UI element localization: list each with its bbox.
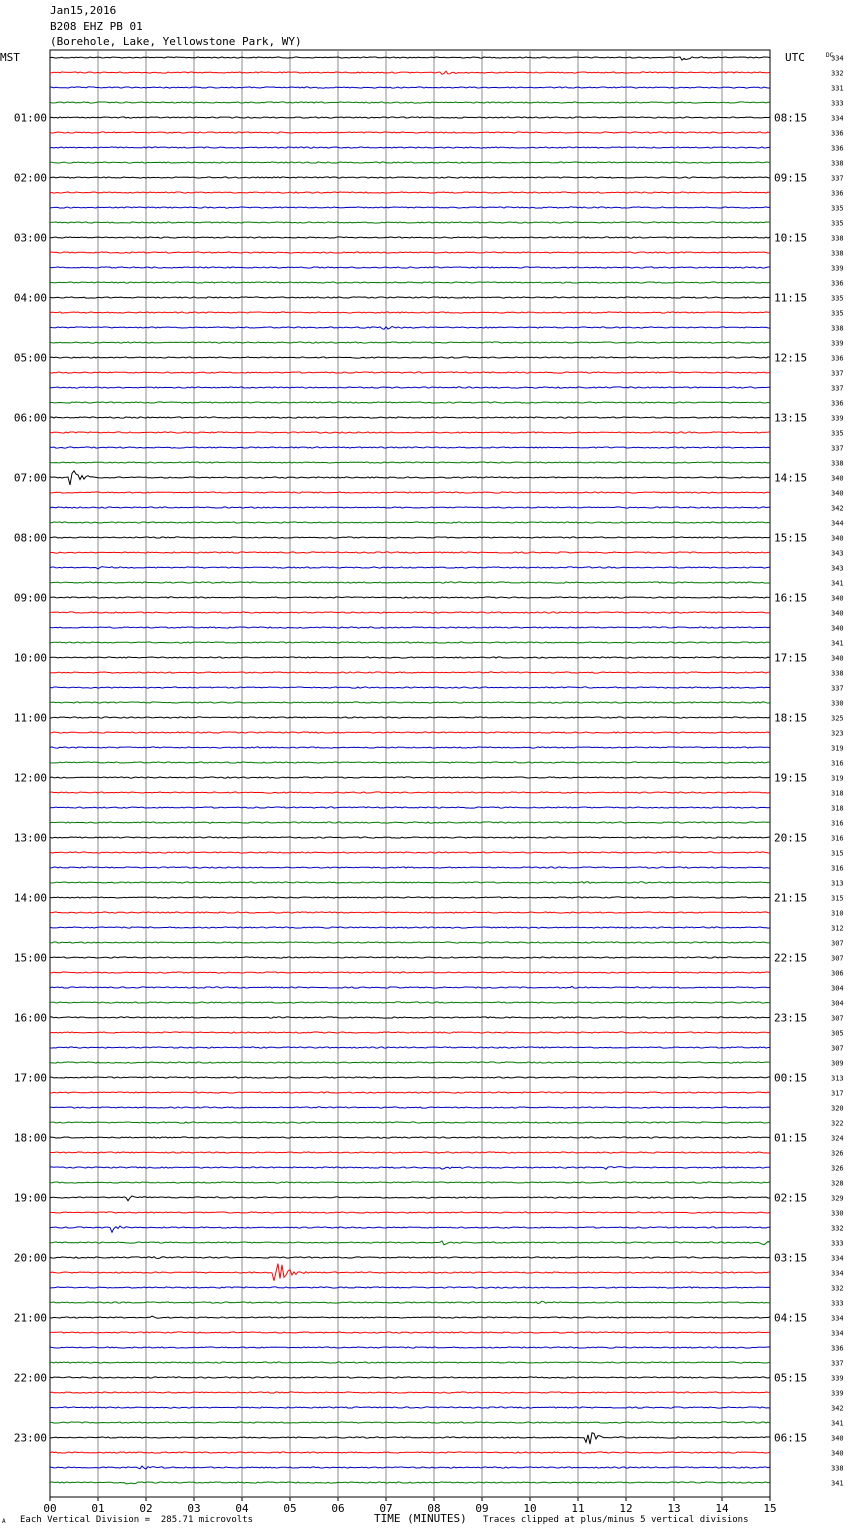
trace-line bbox=[50, 1347, 770, 1348]
trace-line bbox=[50, 627, 770, 628]
right-time-label: 09:15 bbox=[774, 171, 808, 185]
trace-line bbox=[50, 1107, 770, 1108]
trace-line bbox=[50, 882, 770, 884]
dc-offset-label: 328 bbox=[831, 1179, 844, 1188]
dc-offset-label: 336 bbox=[831, 279, 844, 288]
footer-clip: Traces clipped at plus/minus 5 vertical divisions bbox=[483, 1515, 749, 1525]
dc-offset-label: 304 bbox=[831, 984, 844, 993]
dc-offset-label: 336 bbox=[831, 189, 844, 198]
dc-offset-label: 315 bbox=[831, 849, 844, 858]
dc-offset-label: 332 bbox=[831, 1224, 844, 1233]
trace-line bbox=[50, 162, 770, 163]
right-time-label: 08:15 bbox=[774, 111, 808, 125]
x-tick-label: 01 bbox=[91, 1502, 105, 1515]
trace-line bbox=[50, 87, 770, 88]
dc-offset-label: 340 bbox=[831, 654, 844, 663]
dc-offset-label: 320 bbox=[831, 1104, 844, 1113]
trace-line bbox=[50, 702, 770, 703]
trace-line bbox=[50, 1017, 770, 1018]
dc-offset-label: 340 bbox=[831, 1449, 844, 1458]
x-tick-label: 02 bbox=[139, 1502, 153, 1515]
trace-line bbox=[50, 957, 770, 958]
right-time-label: 19:15 bbox=[774, 771, 808, 785]
trace-line bbox=[50, 282, 770, 283]
trace-line bbox=[50, 642, 770, 643]
dc-offset-label: 343 bbox=[831, 564, 844, 573]
header-date: Jan15,2016 bbox=[50, 4, 117, 17]
dc-offset-label: 340 bbox=[831, 624, 844, 633]
dc-offset-label: 323 bbox=[831, 729, 844, 738]
dc-offset-label: 338 bbox=[831, 459, 844, 468]
dc-offset-label: 307 bbox=[831, 1014, 844, 1023]
trace-line bbox=[50, 1226, 770, 1232]
left-time-label: 23:00 bbox=[13, 1431, 47, 1445]
dc-offset-label: 319 bbox=[831, 774, 844, 783]
dc-offset-label: 339 bbox=[831, 339, 844, 348]
trace-line bbox=[50, 822, 770, 824]
dc-offset-label: 332 bbox=[831, 69, 844, 78]
trace-line bbox=[50, 1062, 770, 1063]
dc-offset-label: 334 bbox=[831, 1269, 844, 1278]
trace-line bbox=[50, 1407, 770, 1408]
dc-offset-label: 338 bbox=[831, 1464, 844, 1473]
trace-line bbox=[50, 612, 770, 613]
dc-offset-label: 334 bbox=[831, 54, 844, 63]
dc-offset-label: 335 bbox=[831, 309, 844, 318]
trace-line bbox=[50, 672, 770, 673]
trace-line bbox=[50, 1002, 770, 1003]
trace-line bbox=[50, 1047, 770, 1048]
x-tick-label: 07 bbox=[379, 1502, 393, 1515]
trace-line bbox=[50, 1167, 770, 1170]
trace-line bbox=[50, 432, 770, 433]
left-time-label: 12:00 bbox=[13, 771, 47, 785]
trace-line bbox=[50, 777, 770, 778]
trace-line bbox=[50, 312, 770, 313]
trace-line bbox=[50, 252, 770, 253]
trace-line bbox=[50, 1433, 770, 1444]
trace-line bbox=[50, 1482, 770, 1484]
trace-line bbox=[50, 267, 770, 268]
trace-line bbox=[50, 297, 770, 298]
left-time-label: 09:00 bbox=[13, 591, 47, 605]
right-time-label: 18:15 bbox=[774, 711, 808, 725]
dc-offset-label: 336 bbox=[831, 399, 844, 408]
dc-offset-label: 322 bbox=[831, 1119, 844, 1128]
left-time-label: 01:00 bbox=[13, 111, 47, 125]
dc-offset-label: 338 bbox=[831, 249, 844, 258]
trace-line bbox=[50, 1377, 770, 1378]
dc-offset-label: 340 bbox=[831, 489, 844, 498]
dc-offset-label: 324 bbox=[831, 1134, 844, 1143]
trace-line bbox=[50, 1466, 770, 1469]
dc-label: DC bbox=[826, 52, 834, 59]
left-time-label: 19:00 bbox=[13, 1191, 47, 1205]
trace-line bbox=[50, 1092, 770, 1093]
trace-line bbox=[50, 237, 770, 238]
dc-offset-label: 316 bbox=[831, 759, 844, 768]
trace-line bbox=[50, 102, 770, 103]
dc-offset-label: 341 bbox=[831, 639, 844, 648]
dc-offset-label: 333 bbox=[831, 99, 844, 108]
trace-line bbox=[50, 147, 770, 148]
left-time-label: 20:00 bbox=[13, 1251, 47, 1265]
trace-line bbox=[50, 1122, 770, 1123]
right-time-label: 12:15 bbox=[774, 351, 808, 365]
dc-offset-label: 336 bbox=[831, 1344, 844, 1353]
trace-line bbox=[50, 792, 770, 793]
trace-line bbox=[50, 1032, 770, 1033]
x-tick-label: 15 bbox=[763, 1502, 777, 1515]
dc-offset-label: 334 bbox=[831, 1329, 844, 1338]
dc-offset-label: 333 bbox=[831, 1299, 844, 1308]
right-time-label: 03:15 bbox=[774, 1251, 808, 1265]
trace-line bbox=[50, 71, 770, 74]
trace-line bbox=[50, 1212, 770, 1213]
left-time-label: 16:00 bbox=[13, 1011, 47, 1025]
dc-offset-label: 335 bbox=[831, 204, 844, 213]
dc-offset-label: 341 bbox=[831, 1419, 844, 1428]
left-time-label: 08:00 bbox=[13, 531, 47, 545]
trace-line bbox=[50, 852, 770, 853]
trace-line bbox=[50, 1257, 770, 1259]
dc-offset-label: 319 bbox=[831, 744, 844, 753]
dc-offset-label: 337 bbox=[831, 174, 844, 183]
dc-offset-label: 330 bbox=[831, 699, 844, 708]
trace-line bbox=[50, 687, 770, 688]
dc-offset-label: 335 bbox=[831, 219, 844, 228]
x-tick-label: 03 bbox=[187, 1502, 201, 1515]
trace-line bbox=[50, 492, 770, 493]
footer-scale: Each Vertical Division = 285.71 microvolts bbox=[20, 1515, 253, 1525]
trace-line bbox=[50, 1264, 770, 1281]
right-time-label: 06:15 bbox=[774, 1431, 808, 1445]
right-time-label: 17:15 bbox=[774, 651, 808, 665]
left-time-label: 03:00 bbox=[13, 231, 47, 245]
dc-offset-label: 339 bbox=[831, 1389, 844, 1398]
dc-offset-label: 336 bbox=[831, 129, 844, 138]
dc-offset-label: 337 bbox=[831, 444, 844, 453]
dc-offset-label: 310 bbox=[831, 909, 844, 918]
trace-line bbox=[50, 762, 770, 763]
trace-line bbox=[50, 1182, 770, 1183]
right-time-label: 15:15 bbox=[774, 531, 808, 545]
dc-offset-label: 339 bbox=[831, 1374, 844, 1383]
dc-offset-label: 340 bbox=[831, 474, 844, 483]
dc-offset-label: 338 bbox=[831, 669, 844, 678]
trace-line bbox=[50, 567, 770, 569]
dc-offset-label: 309 bbox=[831, 1059, 844, 1068]
trace-line bbox=[50, 1301, 770, 1304]
dc-offset-label: 313 bbox=[831, 1074, 844, 1083]
dc-offset-label: 312 bbox=[831, 924, 844, 933]
right-time-label: 21:15 bbox=[774, 891, 808, 905]
right-time-label: 04:15 bbox=[774, 1311, 808, 1325]
x-tick-label: 08 bbox=[427, 1502, 441, 1515]
trace-line bbox=[50, 117, 770, 118]
trace-line bbox=[50, 1332, 770, 1333]
dc-offset-label: 326 bbox=[831, 1164, 844, 1173]
right-time-label: 13:15 bbox=[774, 411, 808, 425]
left-time-label: 07:00 bbox=[13, 471, 47, 485]
trace-line bbox=[50, 1196, 770, 1201]
trace-line bbox=[50, 942, 770, 943]
right-time-label: 22:15 bbox=[774, 951, 808, 965]
trace-line bbox=[50, 1422, 770, 1423]
dc-offset-label: 340 bbox=[831, 1434, 844, 1443]
dc-offset-label: 318 bbox=[831, 789, 844, 798]
dc-offset-label: 337 bbox=[831, 369, 844, 378]
right-time-label: 01:15 bbox=[774, 1131, 808, 1145]
trace-line bbox=[50, 522, 770, 523]
trace-line bbox=[50, 1452, 770, 1453]
header-station: B208 EHZ PB 01 bbox=[50, 20, 143, 33]
trace-line bbox=[50, 537, 770, 538]
trace-line bbox=[50, 972, 770, 973]
left-time-label: 02:00 bbox=[13, 171, 47, 185]
trace-line bbox=[50, 417, 770, 418]
dc-offset-label: 337 bbox=[831, 1359, 844, 1368]
dc-offset-label: 335 bbox=[831, 429, 844, 438]
trace-line bbox=[50, 507, 770, 508]
dc-offset-label: 334 bbox=[831, 114, 844, 123]
dc-offset-label: 317 bbox=[831, 1089, 844, 1098]
dc-offset-label: 329 bbox=[831, 1194, 844, 1203]
x-tick-label: 05 bbox=[283, 1502, 297, 1515]
trace-line bbox=[50, 447, 770, 448]
right-time-label: 20:15 bbox=[774, 831, 808, 845]
dc-offset-label: 340 bbox=[831, 609, 844, 618]
trace-line bbox=[50, 986, 770, 988]
trace-line bbox=[50, 732, 770, 733]
x-tick-label: 11 bbox=[571, 1502, 585, 1515]
dc-offset-label: 307 bbox=[831, 1044, 844, 1053]
dc-offset-label: 305 bbox=[831, 1029, 844, 1038]
right-time-label: 14:15 bbox=[774, 471, 808, 485]
trace-line bbox=[50, 222, 770, 223]
left-time-label: 22:00 bbox=[13, 1371, 47, 1385]
trace-line bbox=[50, 372, 770, 373]
right-time-label: 02:15 bbox=[774, 1191, 808, 1205]
footer-mark: A bbox=[2, 1518, 6, 1525]
left-time-label: 14:00 bbox=[13, 891, 47, 905]
dc-offset-label: 307 bbox=[831, 939, 844, 948]
x-tick-label: 14 bbox=[715, 1502, 729, 1515]
trace-line bbox=[50, 177, 770, 178]
trace-line bbox=[50, 207, 770, 208]
dc-offset-label: 333 bbox=[831, 1239, 844, 1248]
dc-offset-label: 326 bbox=[831, 1149, 844, 1158]
trace-line bbox=[50, 1137, 770, 1138]
dc-offset-label: 339 bbox=[831, 264, 844, 273]
dc-offset-label: 335 bbox=[831, 294, 844, 303]
trace-line bbox=[50, 1316, 770, 1318]
trace-line bbox=[50, 471, 770, 485]
dc-offset-label: 338 bbox=[831, 159, 844, 168]
trace-line bbox=[50, 1392, 770, 1393]
trace-line bbox=[50, 1287, 770, 1288]
x-tick-label: 09 bbox=[475, 1502, 489, 1515]
right-time-label: 10:15 bbox=[774, 231, 808, 245]
left-time-label: 06:00 bbox=[13, 411, 47, 425]
x-tick-label: 06 bbox=[331, 1502, 345, 1515]
dc-offset-label: 336 bbox=[831, 354, 844, 363]
dc-offset-label: 341 bbox=[831, 1479, 844, 1488]
dc-offset-label: 330 bbox=[831, 1209, 844, 1218]
trace-line bbox=[50, 867, 770, 868]
dc-offset-label: 342 bbox=[831, 1404, 844, 1413]
left-timezone-label: MST bbox=[0, 51, 20, 64]
left-time-label: 17:00 bbox=[13, 1071, 47, 1085]
trace-line bbox=[50, 552, 770, 553]
trace-line bbox=[50, 57, 770, 60]
dc-offset-label: 334 bbox=[831, 1314, 844, 1323]
x-tick-label: 04 bbox=[235, 1502, 249, 1515]
trace-line bbox=[50, 657, 770, 658]
dc-offset-label: 334 bbox=[831, 1254, 844, 1263]
dc-offset-label: 332 bbox=[831, 1284, 844, 1293]
x-tick-label: 10 bbox=[523, 1502, 537, 1515]
dc-offset-label: 304 bbox=[831, 999, 844, 1008]
dc-offset-label: 315 bbox=[831, 894, 844, 903]
x-tick-label: 13 bbox=[667, 1502, 681, 1515]
dc-offset-label: 307 bbox=[831, 954, 844, 963]
trace-line bbox=[50, 747, 770, 748]
left-time-label: 13:00 bbox=[13, 831, 47, 845]
trace-line bbox=[50, 582, 770, 583]
right-time-label: 05:15 bbox=[774, 1371, 808, 1385]
left-time-label: 04:00 bbox=[13, 291, 47, 305]
dc-offset-label: 316 bbox=[831, 864, 844, 873]
header-location: (Borehole, Lake, Yellowstone Park, WY) bbox=[50, 35, 302, 48]
dc-offset-label: 340 bbox=[831, 534, 844, 543]
right-timezone-label: UTC bbox=[785, 51, 805, 64]
dc-offset-label: 339 bbox=[831, 414, 844, 423]
trace-line bbox=[50, 462, 770, 463]
dc-offset-label: 340 bbox=[831, 594, 844, 603]
left-time-label: 15:00 bbox=[13, 951, 47, 965]
dc-offset-label: 337 bbox=[831, 684, 844, 693]
x-axis-title: TIME (MINUTES) bbox=[374, 1512, 467, 1525]
left-time-label: 18:00 bbox=[13, 1131, 47, 1145]
right-time-label: 00:15 bbox=[774, 1071, 808, 1085]
trace-line bbox=[50, 387, 770, 388]
trace-line bbox=[50, 1241, 770, 1245]
trace-line bbox=[50, 912, 770, 913]
dc-offset-label: 313 bbox=[831, 879, 844, 888]
dc-offset-label: 341 bbox=[831, 579, 844, 588]
dc-offset-label: 337 bbox=[831, 384, 844, 393]
trace-line bbox=[50, 1362, 770, 1363]
trace-line bbox=[50, 326, 770, 329]
right-time-label: 16:15 bbox=[774, 591, 808, 605]
trace-line bbox=[50, 192, 770, 193]
dc-offset-label: 325 bbox=[831, 714, 844, 723]
dc-offset-label: 318 bbox=[831, 804, 844, 813]
trace-line bbox=[50, 1152, 770, 1153]
dc-offset-label: 338 bbox=[831, 324, 844, 333]
dc-offset-label: 342 bbox=[831, 504, 844, 513]
dc-offset-label: 316 bbox=[831, 819, 844, 828]
trace-line bbox=[50, 597, 770, 598]
trace-line bbox=[50, 342, 770, 343]
left-time-label: 11:00 bbox=[13, 711, 47, 725]
trace-line bbox=[50, 402, 770, 403]
dc-offset-label: 336 bbox=[831, 144, 844, 153]
trace-line bbox=[50, 807, 770, 808]
left-time-label: 10:00 bbox=[13, 651, 47, 665]
trace-line bbox=[50, 897, 770, 898]
dc-offset-label: 306 bbox=[831, 969, 844, 978]
trace-line bbox=[50, 1077, 770, 1078]
trace-line bbox=[50, 717, 770, 718]
dc-offset-label: 338 bbox=[831, 234, 844, 243]
x-tick-label: 00 bbox=[43, 1502, 57, 1515]
dc-offset-label: 331 bbox=[831, 84, 844, 93]
trace-line bbox=[50, 132, 770, 133]
dc-offset-label: 316 bbox=[831, 834, 844, 843]
left-time-label: 05:00 bbox=[13, 351, 47, 365]
trace-line bbox=[50, 357, 770, 358]
dc-offset-label: 344 bbox=[831, 519, 844, 528]
left-time-label: 21:00 bbox=[13, 1311, 47, 1325]
x-tick-label: 12 bbox=[619, 1502, 633, 1515]
right-time-label: 11:15 bbox=[774, 291, 808, 305]
dc-offset-label: 343 bbox=[831, 549, 844, 558]
trace-line bbox=[50, 927, 770, 928]
trace-line bbox=[50, 837, 770, 838]
right-time-label: 23:15 bbox=[774, 1011, 808, 1025]
